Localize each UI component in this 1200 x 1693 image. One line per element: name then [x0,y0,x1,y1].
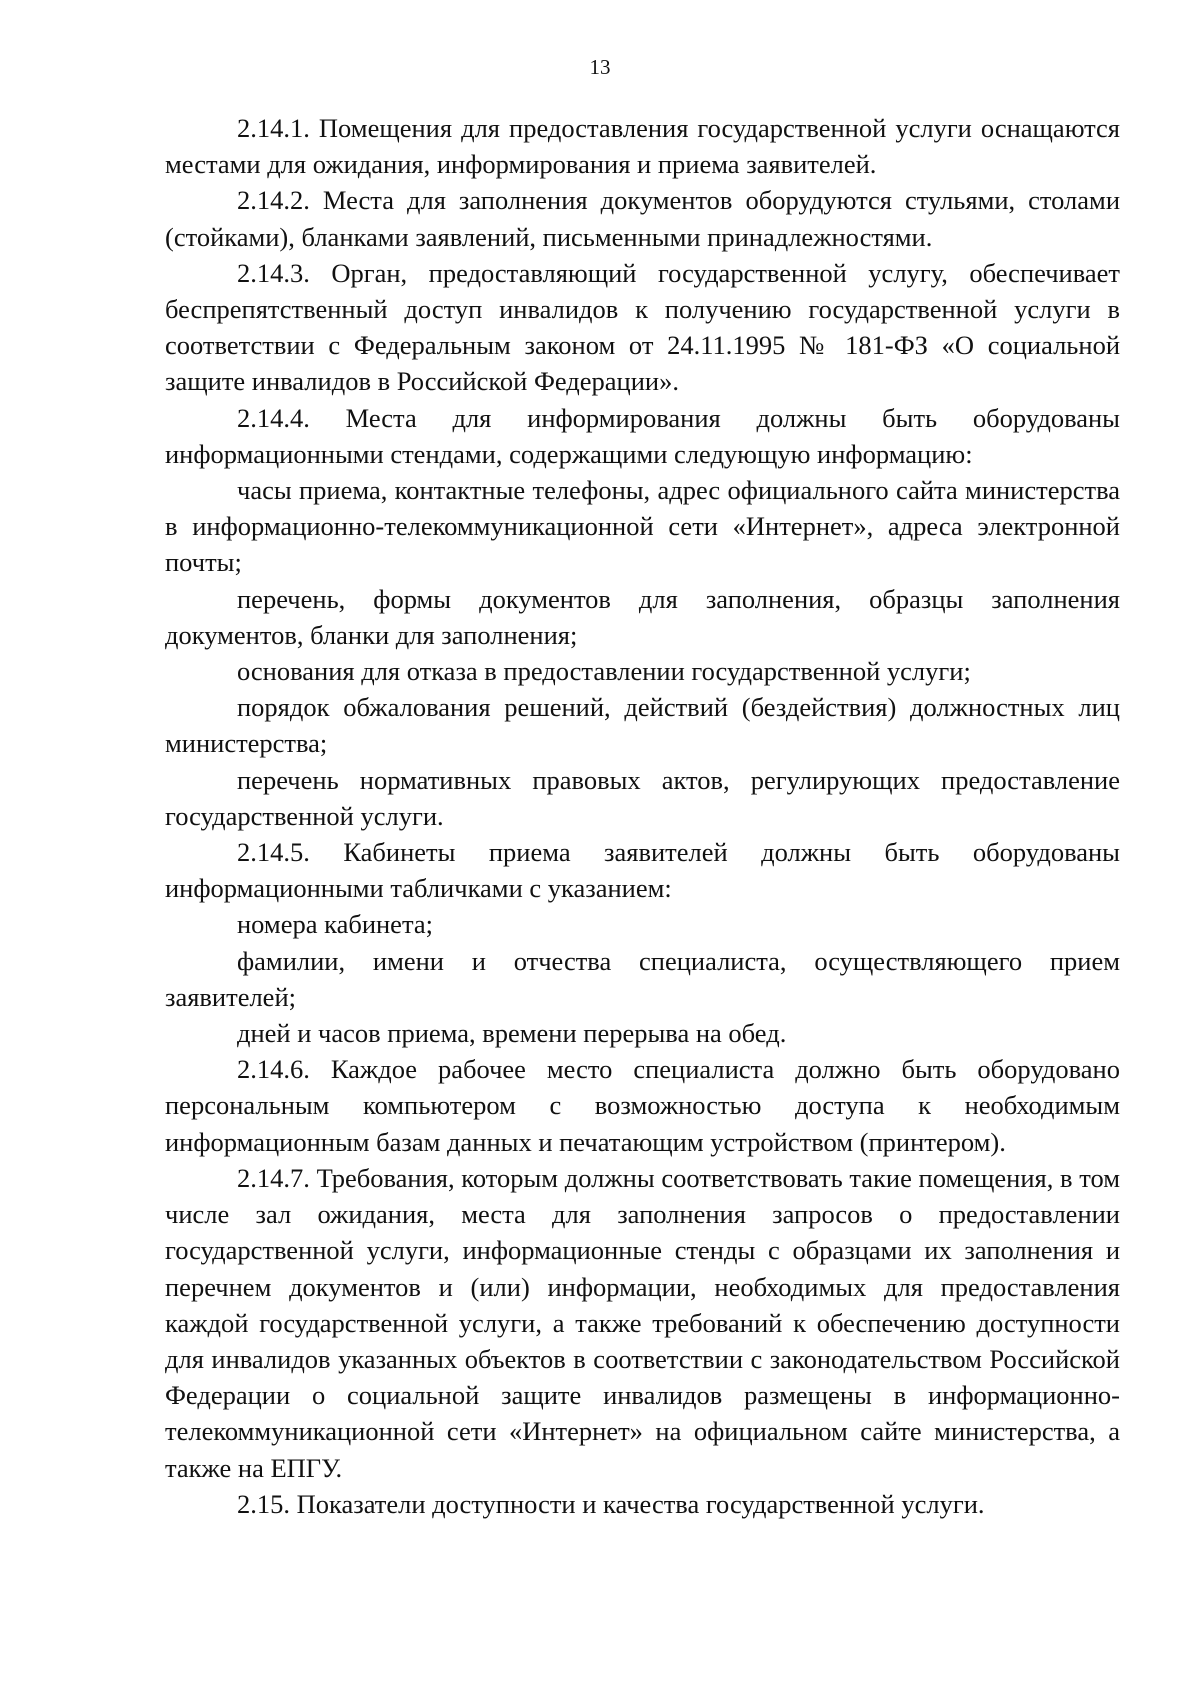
paragraph-2-14-4: 2.14.4. Места для информирования должны быть оборудованы информационными стендами, содержащими следующую информацию: [165,402,1120,469]
paragraph-2-14-3: 2.14.3. Орган, предоставляющий государственной услугу, обеспечивает беспрепятственный доступ инвалидов к получению государственной услуги в соответствии с Федеральным законом от 24.11.1995 № 181-ФЗ «О социальной защите инвалидов в Российской Федерации». [165,257,1120,397]
list-item-document-forms: перечень, формы документов для заполнения, образцы заполнения документов, бланки для заполнения; [165,583,1120,650]
document-body [165,110,1120,1522]
page-number: 13 [589,55,611,79]
list-item-legal-acts: перечень нормативных правовых актов, регулирующих предоставление государственной услуги. [165,764,1120,831]
paragraph-2-14-6: 2.14.6. Каждое рабочее место специалиста должно быть оборудовано персональным компьютером с возможностью доступа к необходимым информационным базам данных и печатающим устройством (принтером). [165,1054,1120,1157]
paragraph-2-14-2: 2.14.2. Места для заполнения документов оборудуются стульями, столами (стойками), бланками заявлений, письменными принадлежностями. [165,185,1120,252]
list-item-reception-hours: часы приема, контактные телефоны, адрес официального сайта министерства в информационно-телекоммуникационной сети «Интернет», адреса электронной почты; [165,475,1120,578]
list-item-refusal-grounds: основания для отказа в предоставлении государственной услуги; [237,656,971,687]
paragraph-2-14-1: 2.14.1. Помещения для предоставления государственной услуги оснащаются местами для ожидания, информирования и приема заявителей. [165,113,1120,180]
list-item-specialist-name: фамилии, имени и отчества специалиста, осуществляющего прием заявителей; [165,945,1120,1012]
paragraph-2-14-7: 2.14.7. Требования, которым должны соответствовать такие помещения, в том числе зал ожидания, места для заполнения запросов о предоставлении государственной услуги, информационные стенды с образцами их заполнения и перечнем документов и (или) информации, необходимых для предоставления каждой государственной услуги, а также требований к обеспечению доступности для инвалидов указанных объектов в соответствии с законодательством Российской Федерации о социальной защите инвалидов размещены в информационно-телекоммуникационной сети «Интернет» на официальном сайте министерства, а также на ЕПГУ. [165,1162,1120,1483]
list-item-appeal-procedure: порядок обжалования решений, действий (бездействия) должностных лиц министерства; [165,692,1120,759]
list-item-reception-days: дней и часов приема, времени перерыва на обед. [237,1018,787,1049]
paragraph-2-14-5: 2.14.5. Кабинеты приема заявителей должны быть оборудованы информационными табличками с указанием: [165,837,1120,904]
paragraph-2-15: 2.15. Показатели доступности и качества государственной услуги. [237,1488,985,1519]
list-item-cabinet-number: номера кабинета; [237,909,433,940]
